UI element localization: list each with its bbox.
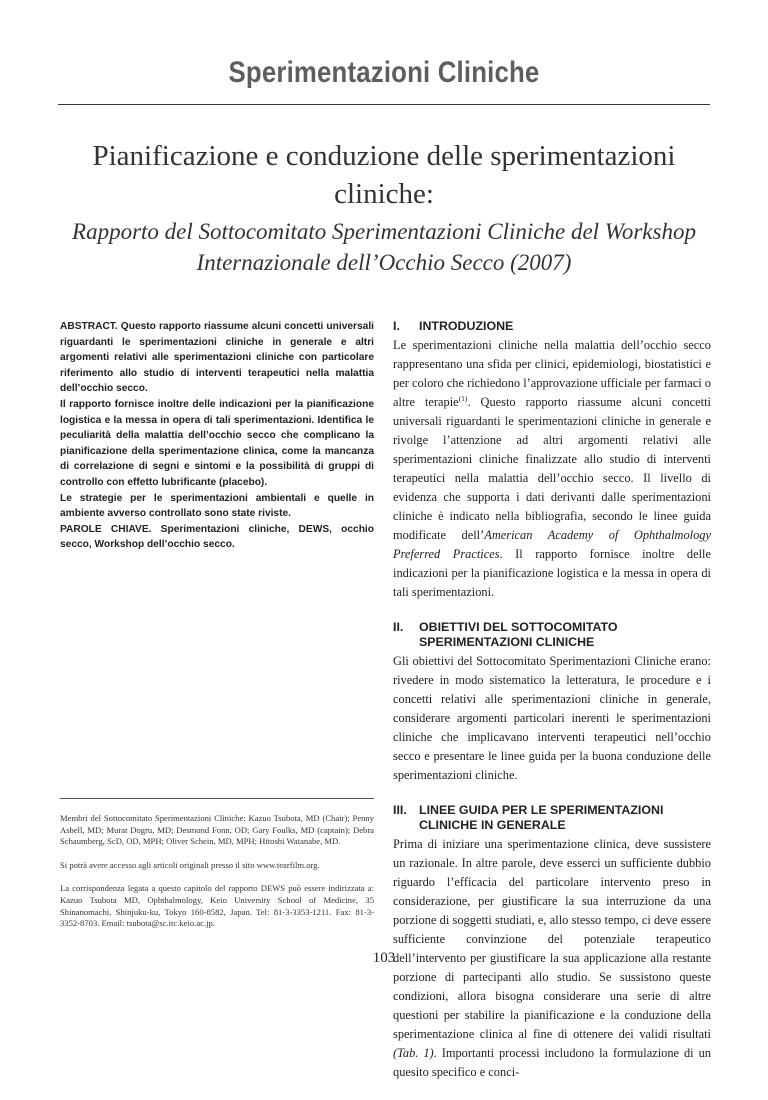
page-number: 103 xyxy=(372,950,396,966)
body-text: . Questo rapporto riassume alcuni concetti universali riguardanti le sperimentazioni cliniche in generale e rivolge l’attenzione ad altri argomenti relativi alle sperimentazioni cliniche finalizzate allo studio di interventi terapeutici nella malattia dell’occhio secco. Il livello di evidenza che supporta i dati derivanti dalle sperimentazioni cliniche è indicato nella bibliografia, secondo le linee guida modificate dell’ xyxy=(393,395,711,542)
footnote-members: Membri del Sottocomitato Sperimentazioni Cliniche: Kazuo Tsubota, MD (Chair); Penny Asbell, MD; Murat Dogru, MD; Desmond Fonn, OD; Gary Foulks, MD (captain); Debra Schaumberg, ScD, OD, MPH; Oliver Schein, MD, MPH; Hitoshi Watanabe, MD. xyxy=(60,813,374,847)
section-title: OBIETTIVI DEL SOTTOCOMITATO SPERIMENTAZIONI CLINICHE xyxy=(419,620,618,649)
section-number: I. xyxy=(393,319,400,333)
reference-marker: (1) xyxy=(458,393,468,403)
section-heading xyxy=(393,803,711,833)
abstract-paragraph-2: Il rapporto fornisce inoltre delle indicazioni per la pianificazione logistica e la messa in opera di tali sperimentazioni. Identifica le peculiarità della malattia dell’occhio secco che complicano la pianificazione della sperimentazione clinica, come la mancanza di correlazione di segni e sintomi e la possibilità di gruppi di controllo con effetto lubrificante (placebo). xyxy=(60,398,374,488)
article-subtitle: Rapporto del Sottocomitato Sperimentazioni Cliniche del Workshop Internazionale dell’Occhio Secco (2007) xyxy=(72,219,696,275)
footnote-access: Si potrà avere accesso agli articoli originali presso il sito www.tearfilm.org. xyxy=(60,859,320,870)
body-text: Prima di iniziare una sperimentazione clinica, deve sussistere un razionale. In altre parole, deve esserci un sufficiente dubbio riguardo l’efficacia del particolare intervento preso in considerazione, per giustificare la sua interruzione da una porzione di soggetti studiati, e, allo stesso tempo, ci deve essere sufficiente convinzione del potenziale terapeutico dell’intervento per giustificare la sua applicazione alla restante porzione di partecipanti allo studio. Se sussistono queste condizioni, allora bisogna considerare una serie di altre questioni per stabilire la pianificazione e la conduzione della sperimentazione clinica al fine di ottenere dei validi risultati xyxy=(393,837,711,1041)
section-introduction xyxy=(393,319,711,602)
journal-section-title: Sperimentazioni Cliniche xyxy=(228,56,540,89)
footnote-correspondence: La corrispondenza legata a questo capitolo del rapporto DEWS può essere indirizzata a: Kazuo Tsubota MD, Ophthalmology, Keio University School of Medicine, 35 Shinanomachi, Shinjuku-ku, Tokyo 160-8582, Japan. Tel: 81-3-3353-1211. Fax: 81-3-3352-8703. Email: tsubota@sc.itc.keio.ac.jp. xyxy=(60,883,374,929)
footnotes xyxy=(60,798,374,942)
section-heading xyxy=(393,319,711,334)
section-number: III. xyxy=(393,803,407,817)
left-column xyxy=(60,319,374,553)
section-title: INTRODUZIONE xyxy=(419,319,514,333)
abstract-paragraph-3: Le strategie per le sperimentazioni ambientali e quelle in ambiente avverso controllato sono state riviste. xyxy=(60,492,374,520)
body-text: Le sperimentazioni cliniche nella malattia dell’occhio secco rappresentano una sfida per clinici, epidemiologi, biostatistici e per coloro che richiedono l’approvazione ufficiale per farmaci o altre terapie xyxy=(393,338,711,409)
section-title: LINEE GUIDA PER LE SPERIMENTAZIONI CLINICHE IN GENERALE xyxy=(419,803,664,832)
abstract-paragraph-1: ABSTRACT. Questo rapporto riassume alcuni concetti universali riguardanti le sperimentazioni cliniche in generale e altri argomenti relativi alle sperimentazioni cliniche con particolare riferimento allo studio di interventi terapeutici nella malattia dell’occhio secco. xyxy=(60,321,374,395)
body-text: . Importanti processi includono la formulazione di un quesito specifico e conci- xyxy=(393,1046,711,1079)
keywords: PAROLE CHIAVE. Sperimentazioni cliniche, DEWS, occhio secco, Workshop dell’occhio secco. xyxy=(60,523,374,551)
section-number: II. xyxy=(393,620,404,634)
abstract xyxy=(60,319,374,553)
section-guidelines xyxy=(393,803,711,1082)
section-body: Gli obiettivi del Sottocomitato Sperimentazioni Cliniche erano: rivedere in modo sistematico la letteratura, le procedure e i concetti relativi alle sperimentazioni cliniche in generale, considerare argomenti particolari inerenti le sperimentazioni cliniche che implicavano interventi terapeutici nell’occhio secco e presentare le linee guida per la buona conduzione delle sperimentazioni cliniche. xyxy=(393,654,711,782)
body-text: . Il rapporto fornisce inoltre delle indicazioni per la pianificazione logistica e la messa in opera di tali sperimentazioni. xyxy=(393,547,711,599)
section-heading xyxy=(393,620,711,650)
article-title: Pianificazione e conduzione delle sperimentazioni cliniche: xyxy=(92,140,676,210)
italic-source: American Academy of Ophthalmology Preferred Practices xyxy=(393,528,711,561)
right-column xyxy=(393,319,711,1100)
section-objectives xyxy=(393,620,711,785)
header-divider xyxy=(58,104,710,105)
table-reference: (Tab. 1) xyxy=(393,1046,434,1060)
section-body xyxy=(393,336,711,602)
